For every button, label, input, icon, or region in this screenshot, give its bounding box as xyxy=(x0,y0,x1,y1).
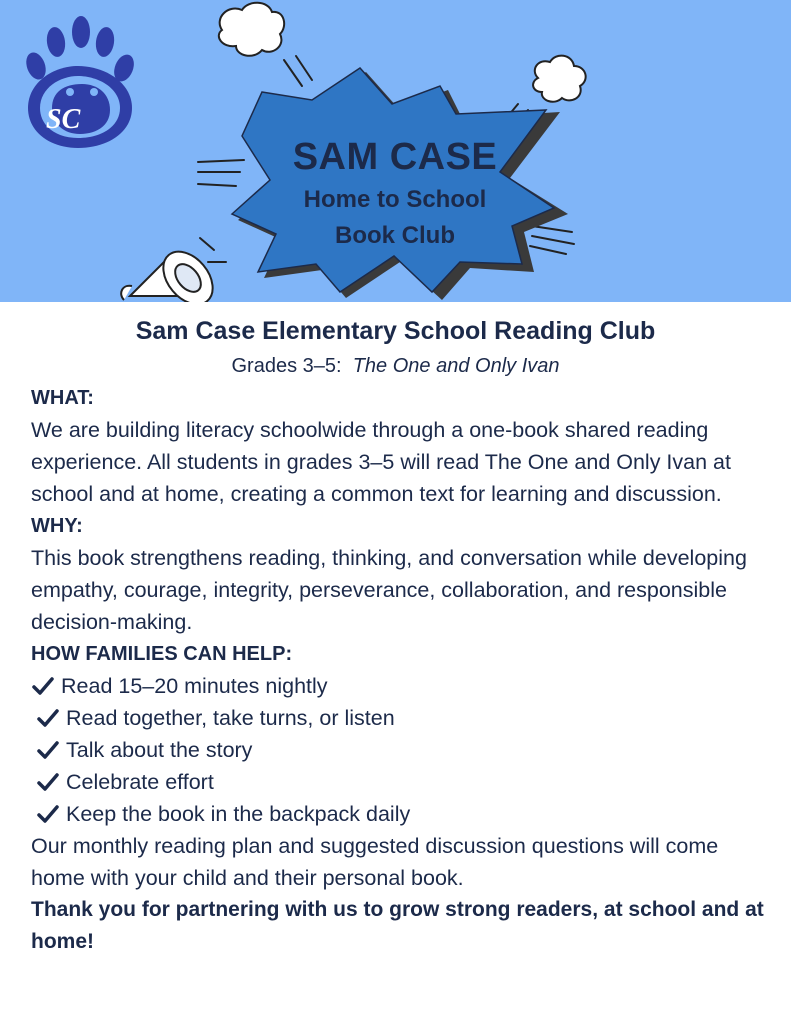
page-title: Sam Case Elementary School Reading Club xyxy=(135,317,656,345)
list-item: Read together, take turns, or listen xyxy=(31,702,771,734)
grades-line xyxy=(0,350,791,382)
checkmark-icon xyxy=(36,706,60,730)
cloud-icon xyxy=(219,3,586,102)
help-label: HOW FAMILIES CAN HELP: xyxy=(31,643,293,665)
what-text: We are building literacy schoolwide through a one-book shared reading experience. All students in grades 3–5 will read The One and Only Ivan at school and at home, creating a common text for learning and discussion. xyxy=(31,418,731,506)
checkmark-icon xyxy=(36,802,60,826)
header-banner xyxy=(0,0,791,302)
checkmark-icon xyxy=(31,674,55,698)
checkmark-icon xyxy=(36,770,60,794)
banner-subtitle-line-2: Book Club xyxy=(335,222,455,249)
checkmark-icon xyxy=(36,738,60,762)
paw-logo-icon xyxy=(23,16,138,148)
grades-label: Grades 3–5: xyxy=(231,355,342,377)
plan-text: Our monthly reading plan and suggested discussion questions will come home with your child and their personal book. xyxy=(31,834,719,890)
banner-subtitle-line-1: Home to School xyxy=(303,186,487,213)
closing-message: Thank you for partnering with us to grow strong readers, at school and at home! xyxy=(31,898,764,953)
what-label: WHAT: xyxy=(31,387,94,409)
megaphone-icon xyxy=(121,242,222,302)
why-text: This book strengthens reading, thinking, and conversation while developing empathy, courage, integrity, perseverance, collaboration, and responsible decision-making. xyxy=(31,546,747,634)
logo-monogram: SC xyxy=(46,104,81,135)
why-label: WHY: xyxy=(31,515,83,537)
list-item: Talk about the story xyxy=(31,734,771,766)
flyer-body xyxy=(31,312,771,958)
list-item: Celebrate effort xyxy=(31,766,771,798)
list-item: Keep the book in the backpack daily xyxy=(31,798,771,830)
list-item: Read 15–20 minutes nightly xyxy=(31,670,771,702)
book-title: The One and Only Ivan xyxy=(352,355,560,377)
banner-title: SAM CASE xyxy=(292,136,498,178)
help-list xyxy=(31,670,771,830)
